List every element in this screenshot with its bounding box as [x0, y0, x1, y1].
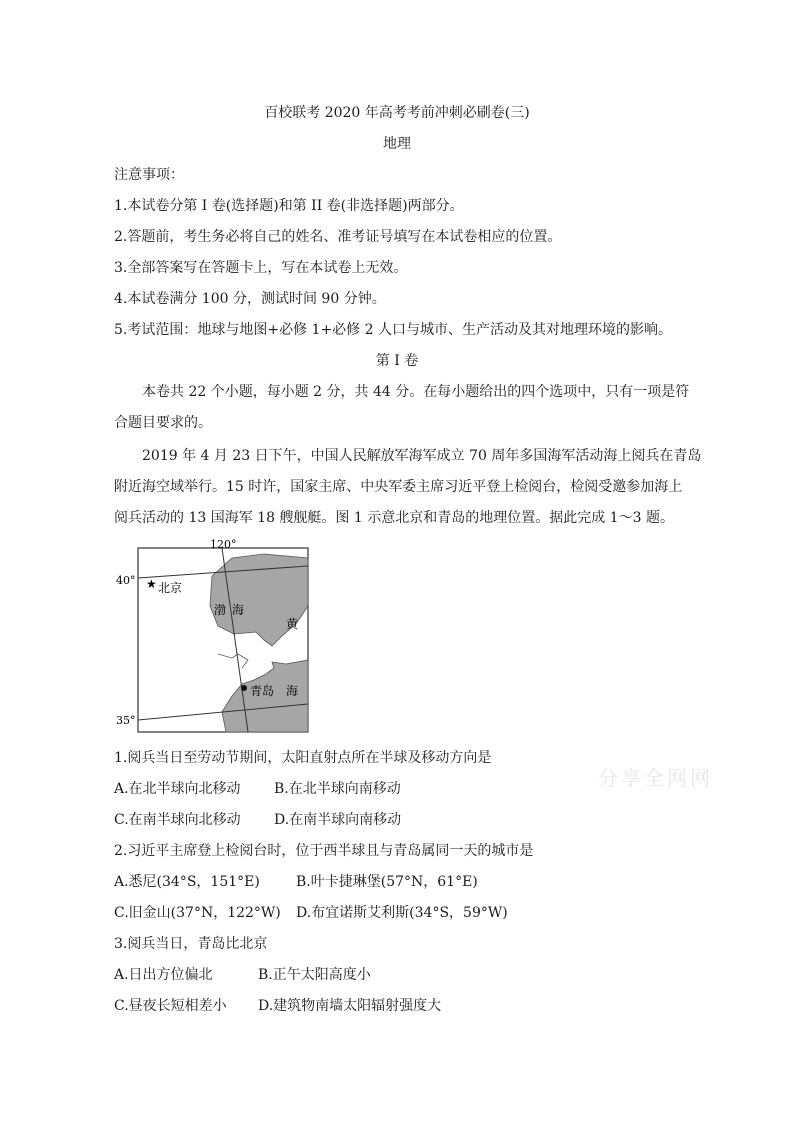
passage-text: 附近海空域举行。15 时许，国家主席、中央军委主席习近平登上检阅台，检阅受邀参加海上 [114, 479, 683, 495]
qingdao-dot-icon [241, 685, 247, 691]
question-stem: 2.习近平主席登上检阅台时，位于西半球且与青岛属同一天的城市是 [114, 843, 534, 859]
qingdao-label: 青岛 [250, 684, 275, 698]
beijing-star-icon: ★ [146, 577, 157, 591]
section-intro: 本卷共 22 个小题，每小题 2 分，共 44 分。在每小题给出的四个选项中，只有一项是符 [142, 384, 690, 400]
passage-text: 阅兵活动的 13 国海军 18 艘舰艇。图 1 示意北京和青岛的地理位置。据此完成 1～3 题。 [114, 510, 674, 526]
notice-item: 1.本试卷分第 I 卷(选择题)和第 II 卷(非选择题)两部分。 [114, 198, 464, 214]
answer-option: C.在南半球向北移动 [114, 812, 241, 828]
answer-option: D.布宜诺斯艾利斯(34°S，59°W) [296, 905, 508, 921]
notice-item: 2.答题前，考生务必将自己的姓名、准考证号填写在本试卷相应的位置。 [114, 229, 562, 245]
lon-label: 120° [210, 538, 237, 551]
huanghai-label-2: 海 [286, 684, 299, 698]
question-stem: 1.阅兵当日至劳动节期间，太阳直射点所在半球及移动方向是 [114, 750, 492, 766]
bohai-label-1: 渤 [214, 603, 227, 617]
bohai-label-2: 海 [232, 603, 245, 617]
notice-item: 3.全部答案写在答题卡上，写在本试卷上无效。 [114, 260, 408, 276]
answer-option: C.旧金山(37°N，122°W) [114, 905, 281, 921]
beijing-label: 北京 [158, 581, 183, 595]
answer-option: A.在北半球向北移动 [114, 781, 241, 797]
notice-heading: 注意事项： [114, 167, 184, 183]
exam-title: 百校联考 2020 年高考考前冲刺必刷卷(三) [264, 105, 530, 121]
answer-option: B.在北半球向南移动 [274, 781, 401, 797]
lat-top-label: 40° [116, 574, 136, 587]
question-stem: 3.阅兵当日，青岛比北京 [114, 936, 268, 952]
answer-option: A.悉尼(34°S，151°E) [114, 874, 260, 890]
answer-option: B.正午太阳高度小 [258, 967, 371, 983]
section-intro: 合题目要求的。 [114, 415, 212, 431]
answer-option: D.建筑物南墙太阳辐射强度大 [258, 998, 442, 1014]
location-map [114, 536, 314, 736]
answer-option: D.在南半球向南移动 [274, 812, 402, 828]
answer-option: B.叶卡捷琳堡(57°N，61°E) [296, 874, 478, 890]
subject-title: 地理 [383, 136, 411, 152]
passage-text: 2019 年 4 月 23 日下午，中国人民解放军海军成立 70 周年多国海军活动海上阅兵在青岛 [142, 448, 702, 464]
answer-option: A.日出方位偏北 [114, 967, 213, 983]
section-title: 第 I 卷 [375, 353, 419, 369]
notice-item: 4.本试卷满分 100 分，测试时间 90 分钟。 [114, 291, 386, 307]
huanghai-label-1: 黄 [286, 617, 299, 631]
answer-option: C.昼夜长短相差小 [114, 998, 227, 1014]
watermark: 分享全网网 [598, 766, 713, 790]
notice-item: 5.考试范围：地球与地图+必修 1+必修 2 人口与城市、生产活动及其对地理环境的影响。 [114, 322, 672, 338]
lat-bottom-label: 35° [116, 714, 136, 727]
